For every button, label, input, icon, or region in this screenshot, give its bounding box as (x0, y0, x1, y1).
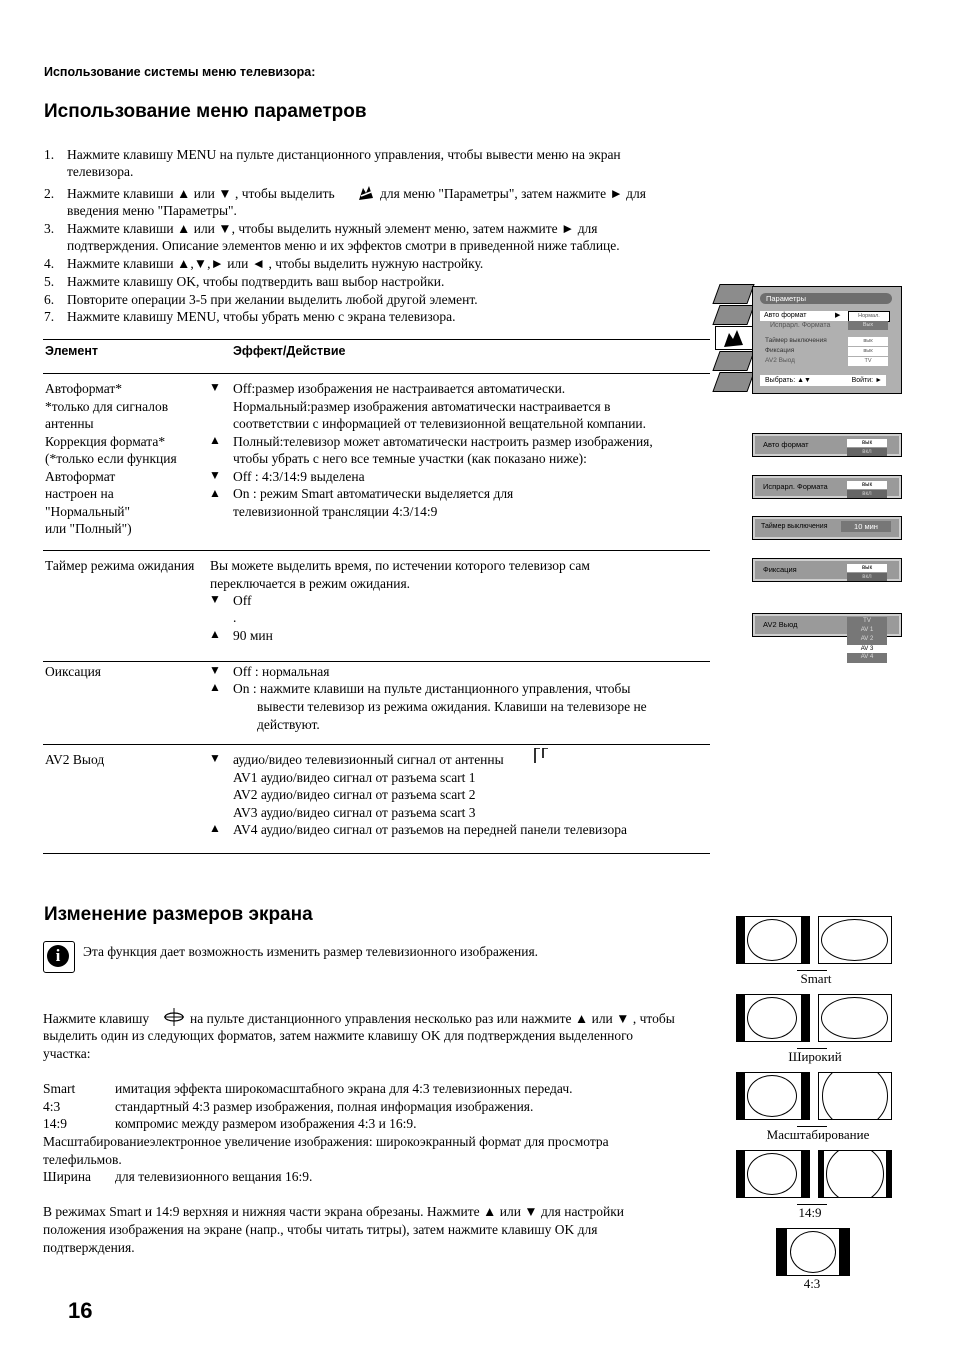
format-zoom-before (736, 1072, 810, 1120)
step-text: Нажмите клавишу MENU, чтобы убрать меню с экрана телевизора. (67, 309, 456, 324)
down-arrow-icon: ▼ (209, 592, 221, 606)
down-arrow-icon: ▼ (209, 380, 221, 394)
table-row-fix-label: Оиксация (45, 664, 102, 679)
table-rule (43, 744, 710, 745)
tab-picture-icon[interactable] (712, 284, 754, 304)
menu-footer (760, 375, 886, 386)
table-rule (43, 373, 710, 374)
cell-text: телевизионной трансляции 4:3/14:9 (233, 503, 438, 519)
table-row-timer-effect-intro (210, 557, 590, 592)
step-text: Нажмите клавиши ▲ или ▼ , чтобы выделить (67, 186, 335, 201)
step-number: 5. (44, 274, 55, 289)
av2-options (847, 617, 887, 663)
table-col-element: Элемент (45, 344, 99, 358)
cell-text: AV2 аудио/видео сигнал от разъема scart 2 (233, 787, 476, 802)
up-arrow-icon: ▲ (209, 821, 221, 835)
cell-text: Вы можете выделить время, по истечении которого телевизор сам (210, 558, 590, 573)
table-rule (43, 853, 710, 854)
down-arrow-icon: ▼ (209, 663, 221, 677)
section-title-screen-size: Изменение размеров экрана (44, 904, 313, 925)
step-number: 7. (44, 309, 55, 324)
step-number: 2. (44, 186, 55, 201)
format-caption-14-9: 14:9 (798, 1205, 822, 1220)
def-key: Smart (43, 1081, 76, 1096)
table-rule (43, 339, 710, 340)
def-key: 4:3 (43, 1099, 61, 1114)
tab-sound-icon[interactable] (712, 305, 754, 325)
format-caption-smart: Smart (800, 971, 832, 986)
bar-format (752, 475, 902, 499)
menu-tabs (712, 284, 752, 396)
menu-footer-select: Выбрать: ▲▼ (765, 377, 811, 384)
para-text: положения изображения на экране (напр., чтобы читать титры), затем нажмите клавишу OK для (43, 1222, 598, 1237)
cell-text: антенны (45, 416, 94, 431)
up-arrow-icon: ▲ (209, 486, 221, 500)
step-text: Повторите операции 3-5 при желании выделить любой другой элемент. (67, 292, 478, 307)
cell-text: соответствии с информацией от телевизионной вещательной компании. (233, 416, 647, 431)
arrow-right-icon: ▶ (835, 312, 841, 319)
cell-text: или "Полный") (45, 521, 132, 536)
menu-value: TV (848, 357, 888, 366)
table-col-effect: Эффект/Действие (233, 344, 346, 358)
step-text: телевизора. (67, 164, 134, 179)
info-icon: i (43, 941, 75, 973)
bar-fix (752, 558, 902, 582)
format-zoom-after (818, 1072, 892, 1120)
table-rule (43, 661, 710, 662)
tab-setup-icon[interactable] (712, 351, 754, 371)
step-text: Нажмите клавиши ▲ или ▼, чтобы выделить нужный элемент меню, затем нажмите ► для (67, 221, 598, 236)
bar-option[interactable]: вкл (847, 573, 887, 581)
cell-text: Нормальный:размер изображения автоматически настраивается в (233, 398, 611, 414)
antenna-icon (533, 748, 549, 764)
cell-text: Коррекция формата* (45, 433, 166, 449)
down-arrow-icon: ▼ (209, 468, 221, 482)
cell-text: Автоформат* (45, 381, 123, 396)
up-arrow-icon: ▲ (209, 627, 221, 641)
cell-text: (*только если функция (45, 451, 177, 466)
menu-item-av2[interactable]: AV2 Выод (765, 357, 795, 364)
table-row-av2-effect (233, 751, 627, 839)
def-key: 14:9 (43, 1116, 68, 1131)
cell-text: AV1 аудио/видео сигнал от разъема scart 1 (233, 769, 476, 785)
table-row-av2-label: AV2 Выод (45, 752, 105, 767)
cell-text: AV4 аудио/видео сигнал от разъемов на передней панели телевизора (233, 822, 627, 837)
bar-option[interactable]: AV 2 (860, 636, 874, 642)
menu-title: Параметры (760, 293, 892, 304)
cell-text: Off:размер изображения не настраивается автоматически. (233, 381, 566, 396)
step-number: 4. (44, 256, 55, 271)
def-value: имитация эффекта широкомасштабного экрана для 4:3 телевизионных передач. (115, 1081, 573, 1096)
para-text: на пульте дистанционного управления несколько раз или нажмите ▲ или ▼ , чтобы (190, 1011, 675, 1026)
bar-label: Таймер выключения (761, 523, 828, 530)
cell-text: AV3 аудио/видео сигнал от разъема scart 3 (233, 804, 476, 820)
def-value: Масштабированиеэлектронное увеличение изображения: широкоэкранный формат для просмотра (43, 1134, 609, 1149)
cell-text: Off : нормальная (233, 664, 330, 679)
cell-text: чтобы убрать с него все темные участки (как показано ниже): (233, 451, 587, 466)
screen-format-key-icon (163, 1007, 185, 1027)
table-row-timer-label: Таймер режима ожидания (45, 558, 195, 573)
format-4-3 (776, 1228, 850, 1276)
bar-option[interactable]: вык (847, 481, 887, 489)
cell-text: аудио/видео телевизионный сигнал от антенны (233, 752, 504, 767)
bar-label: Авто формат (763, 440, 809, 449)
section-title-params: Использование меню параметров (44, 101, 367, 122)
para-text: В режимах Smart и 14:9 верхняя и нижняя части экрана обрезаны. Нажмите ▲ или ▼ для настройки (43, 1204, 625, 1219)
format-wide-after (818, 994, 892, 1042)
format-wide-before (736, 994, 810, 1042)
step-number: 1. (44, 147, 55, 162)
params-menu-panel (752, 286, 902, 394)
bar-label: Испрарл. Формата (763, 482, 828, 491)
para-text: участка: (43, 1046, 91, 1061)
menu-value: вык (848, 337, 888, 346)
step-text: Нажмите клавишу MENU на пульте дистанционного управления, чтобы вывести меню на экран (67, 147, 621, 162)
bar-timer (752, 516, 902, 540)
format-smart-after (818, 916, 892, 964)
cell-text: 90 мин (233, 628, 273, 643)
cell-text: переключается в режим ожидания. (210, 575, 411, 591)
menu-item-autoformat[interactable]: Авто формат (760, 311, 852, 321)
def-value: телефильмов. (43, 1152, 122, 1167)
cell-text: действуют. (257, 717, 320, 732)
para-text: выделить один из следующих форматов, затем нажмите клавишу OK для подтверждения выделенного (43, 1028, 634, 1043)
cell-text: "Нормальный" (45, 503, 131, 519)
menu-item-format[interactable]: Испрарл. Формата (770, 322, 831, 329)
format-caption-wide: Широкий (788, 1049, 842, 1064)
def-value: стандартный 4:3 размер изображения, полная информация изображения. (115, 1099, 534, 1114)
format-14-9-before (736, 1150, 810, 1198)
bar-label: AV2 Выод (763, 620, 798, 629)
cell-text: . (233, 610, 237, 625)
menu-footer-enter: Войти: ► (851, 377, 882, 384)
format-caption-4-3: 4:3 (803, 1276, 821, 1291)
bar-option[interactable]: вкл (847, 490, 887, 498)
menu-item-timer[interactable]: Таймер выключения (765, 337, 827, 344)
para-text: Нажмите клавишу (43, 1011, 150, 1026)
bar-label: Фиксация (763, 565, 797, 574)
cell-text: настроен на (45, 486, 114, 501)
step-text: введения меню "Параметры". (67, 203, 237, 218)
info-text: Эта функция дает возможность изменить размер телевизионного изображения. (83, 944, 539, 959)
cell-text: Off (233, 593, 252, 608)
step-text: Нажмите клавиши ▲,▼,► или ◄ , чтобы выделить нужную настройку. (67, 256, 484, 271)
step-number: 6. (44, 292, 55, 307)
down-arrow-icon: ▼ (209, 751, 221, 765)
step-text: для меню "Параметры", затем нажмите ► для (380, 186, 646, 201)
params-icon (357, 184, 375, 202)
step-text: Нажмите клавишу OK, чтобы подтвердить ваш выбор настройки. (67, 274, 445, 289)
bar-option[interactable]: AV 1 (860, 627, 874, 633)
para-text: подтверждения. (43, 1240, 135, 1255)
format-caption-zoom: Масштабирование (766, 1127, 870, 1142)
bar-option[interactable]: AV 3 (847, 645, 887, 653)
menu-value: Нормал. (848, 311, 890, 322)
bar-option[interactable]: AV 4 (860, 654, 874, 660)
cell-text: On : режим Smart автоматически выделяется для (233, 486, 514, 501)
def-key: Ширина (43, 1169, 92, 1184)
cell-text: *только для сигналов (45, 398, 169, 414)
def-value: для телевизионного вещания 16:9. (115, 1169, 313, 1184)
bar-option[interactable]: вык (847, 439, 887, 447)
table-row-autoformat-label (45, 380, 177, 538)
bar-option[interactable]: вык (847, 564, 887, 572)
menu-item-fix[interactable]: Фиксация (765, 347, 795, 354)
cell-text: Автоформат (45, 468, 116, 484)
page-header: Использование системы меню телевизора: (44, 65, 316, 79)
tab-params-icon[interactable] (715, 326, 753, 350)
def-value: компромис между размером изображения 4:3 и 16:9. (115, 1116, 417, 1131)
up-arrow-icon: ▲ (209, 680, 221, 694)
table-row-autoformat-effect (233, 380, 653, 520)
cell-text: вывести телевизор из режима ожидания. Клавиши на телевизоре не (257, 699, 647, 714)
up-arrow-icon: ▲ (209, 433, 221, 447)
cell-text: Off : 4:3/14:9 выделена (233, 468, 365, 484)
menu-value: вык (848, 347, 888, 356)
page-number: 16 (68, 1298, 93, 1323)
tab-extra-icon[interactable] (712, 372, 754, 392)
step-number: 3. (44, 221, 55, 236)
cell-text: On : нажмите клавиши на пульте дистанционного управления, чтобы (233, 681, 631, 696)
step-text: подтверждения. Описание элементов меню и их эффектов смотри в приведенной ниже таблице. (67, 238, 620, 253)
format-smart-before (736, 916, 810, 964)
menu-value: Вых (848, 321, 888, 330)
bar-option[interactable]: 10 мин (841, 521, 891, 532)
bar-option[interactable]: вкл (847, 448, 887, 456)
table-rule (43, 550, 710, 551)
cell-text: Полный:телевизор может автоматически настроить размер изображения, (233, 433, 653, 449)
bar-option[interactable]: TV (863, 618, 871, 624)
bar-autoformat (752, 433, 902, 457)
format-14-9-after (818, 1150, 892, 1198)
